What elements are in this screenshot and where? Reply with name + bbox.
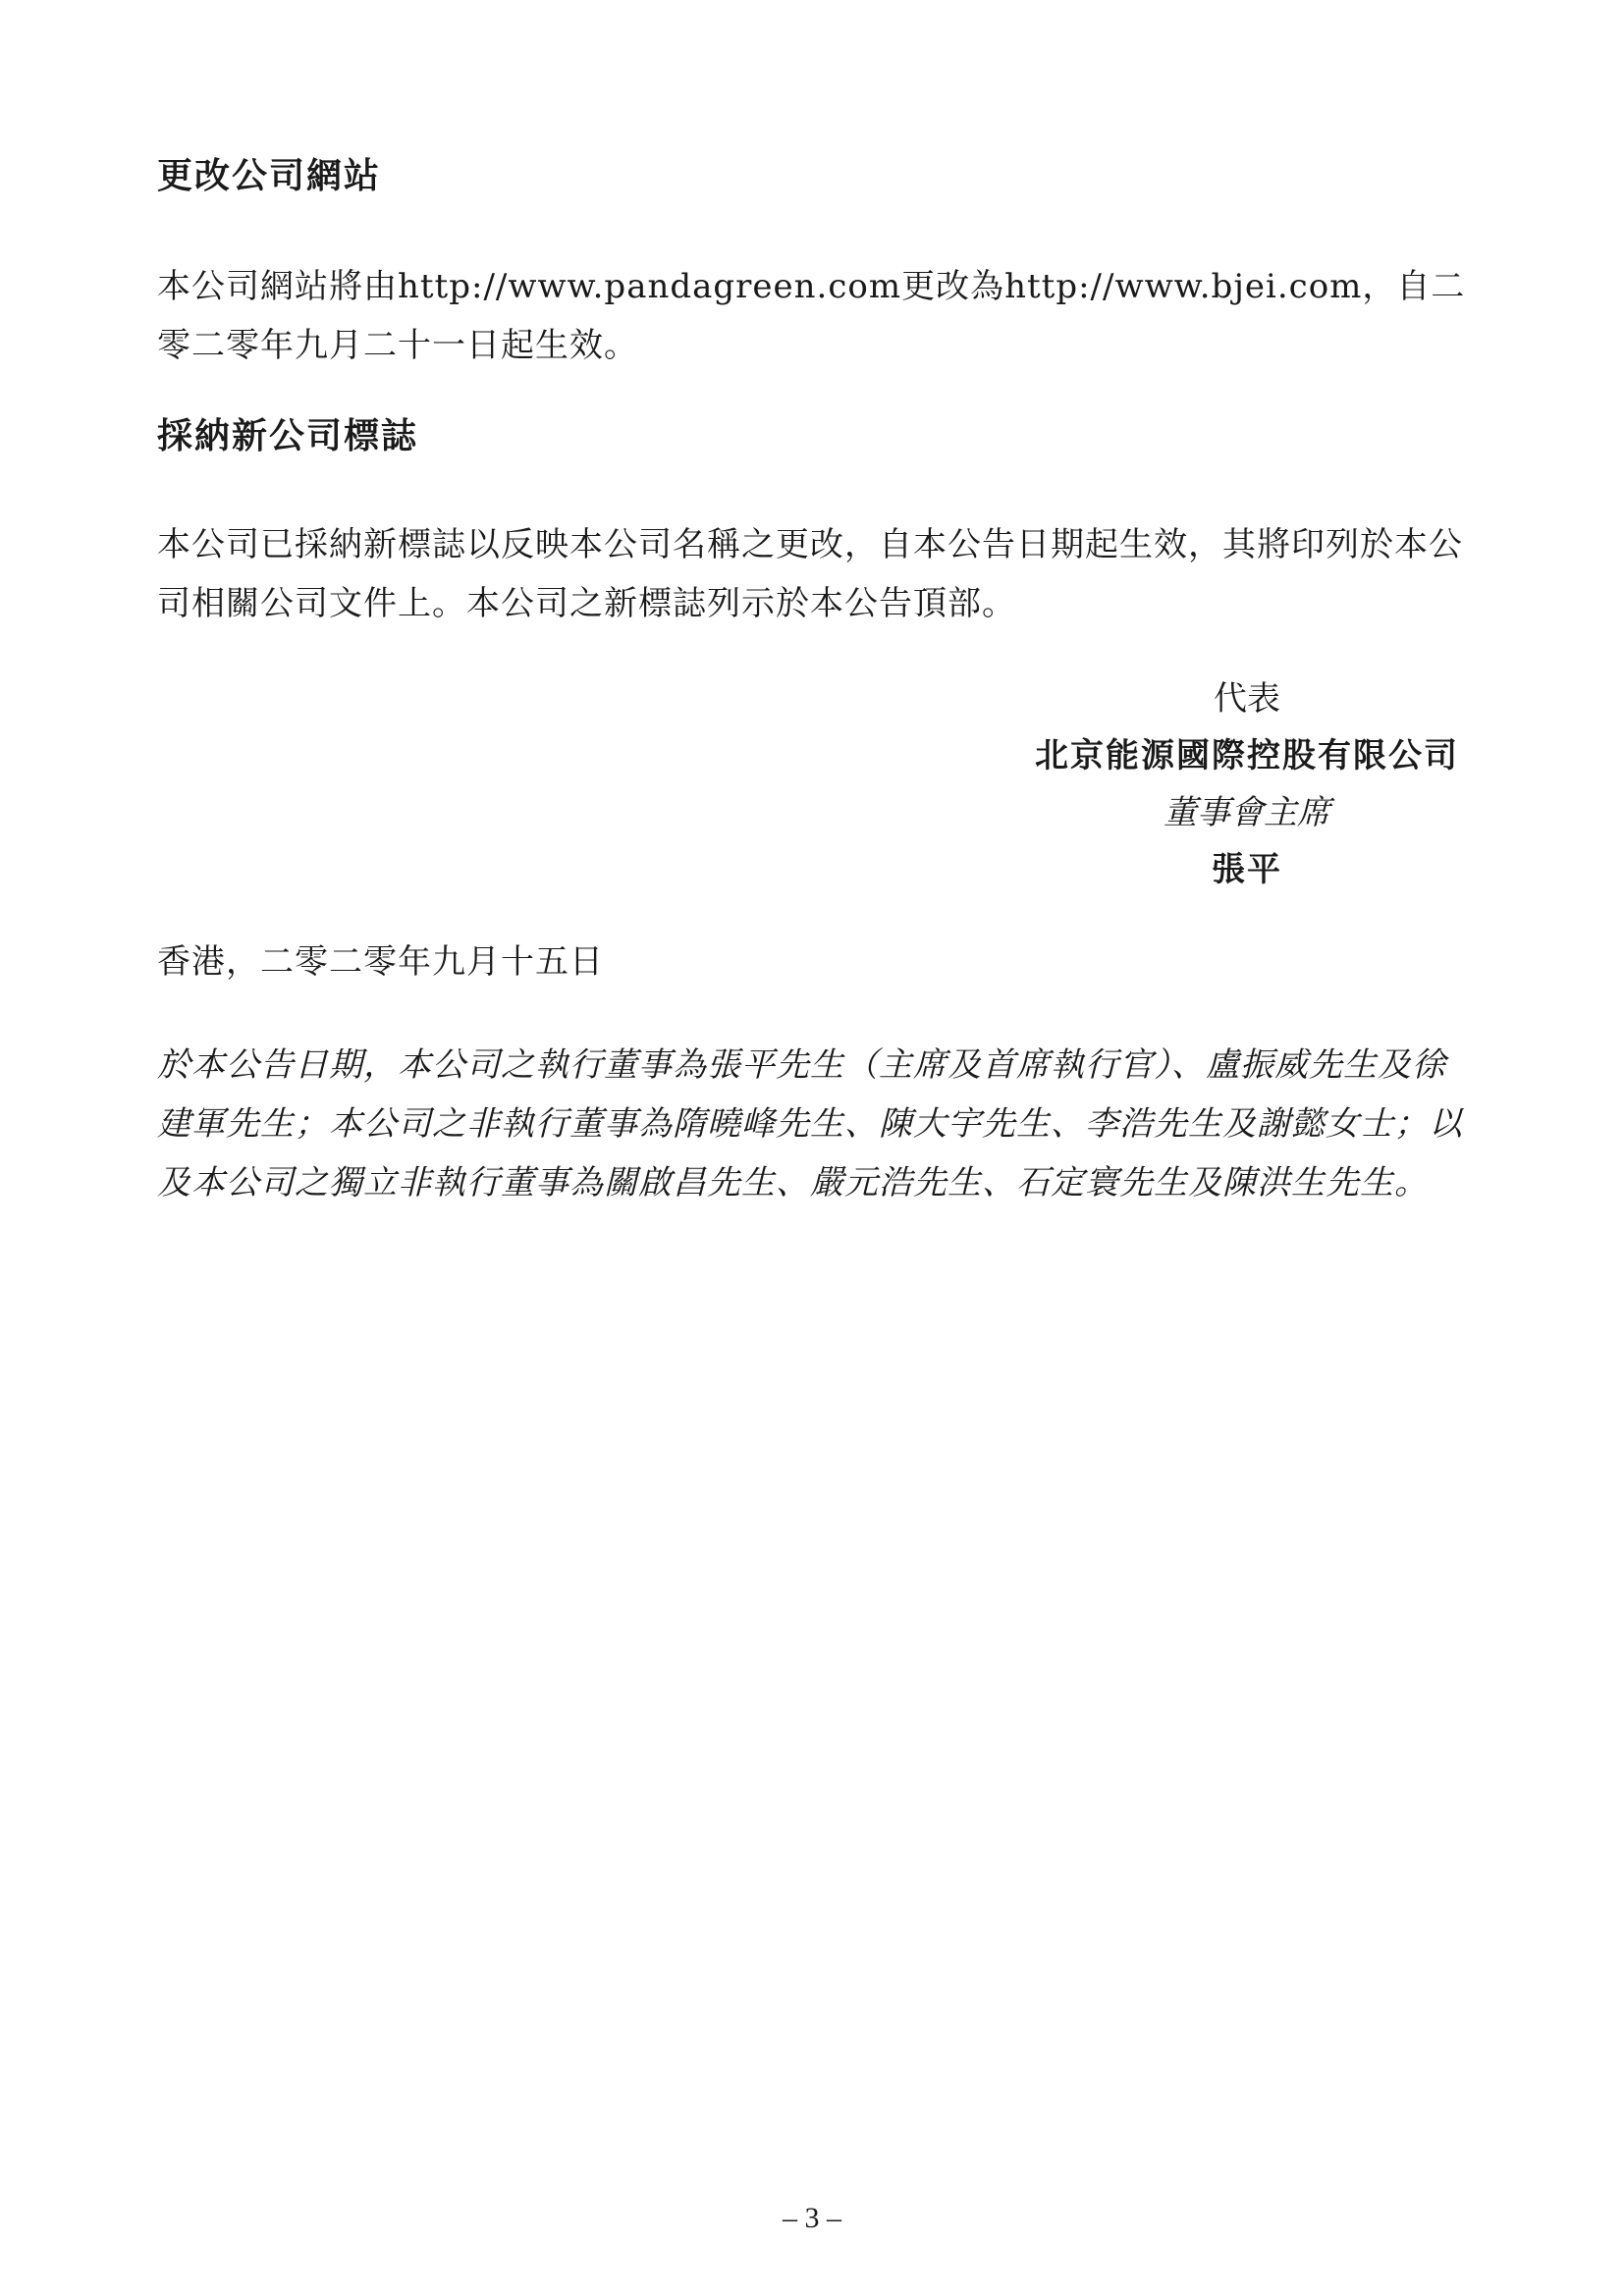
signature-block xyxy=(1021,670,1473,898)
signature-company: 北京能源國際控股有限公司 xyxy=(1035,736,1459,775)
signature-name: 張平 xyxy=(1212,850,1282,889)
signature-title: 董事會主席 xyxy=(1164,793,1330,832)
date-line: 香港，二零二零年九月十五日 xyxy=(157,942,604,982)
signature-on-behalf: 代表 xyxy=(1214,679,1280,719)
website-change-heading: 更改公司網站 xyxy=(157,155,382,196)
page-number: – 3 – xyxy=(783,2202,841,2234)
new-logo-paragraph: 本公司已採納新標誌以反映本公司名稱之更改，自本公告日期起生效，其將印列於本公司相關公司文件上。本公司之新標誌列示於本公告頂部。 xyxy=(157,525,1463,623)
directors-note: 於本公告日期，本公司之執行董事為張平先生（主席及首席執行官）、盧振威先生及徐建軍先生；本公司之非執行董事為隋曉峰先生、陳大宇先生、李浩先生及謝懿女士；以及本公司之獨立非執行董事為關啟昌先生、嚴元浩先生、石定寰先生及陳洪生先生。 xyxy=(157,1045,1463,1202)
new-logo-heading: 採納新公司標誌 xyxy=(157,415,419,456)
website-change-paragraph: 本公司網站將由http://www.pandagreen.com更改為http://www.bjei.com，自二零二零年九月二十一日起生效。 xyxy=(157,267,1466,365)
